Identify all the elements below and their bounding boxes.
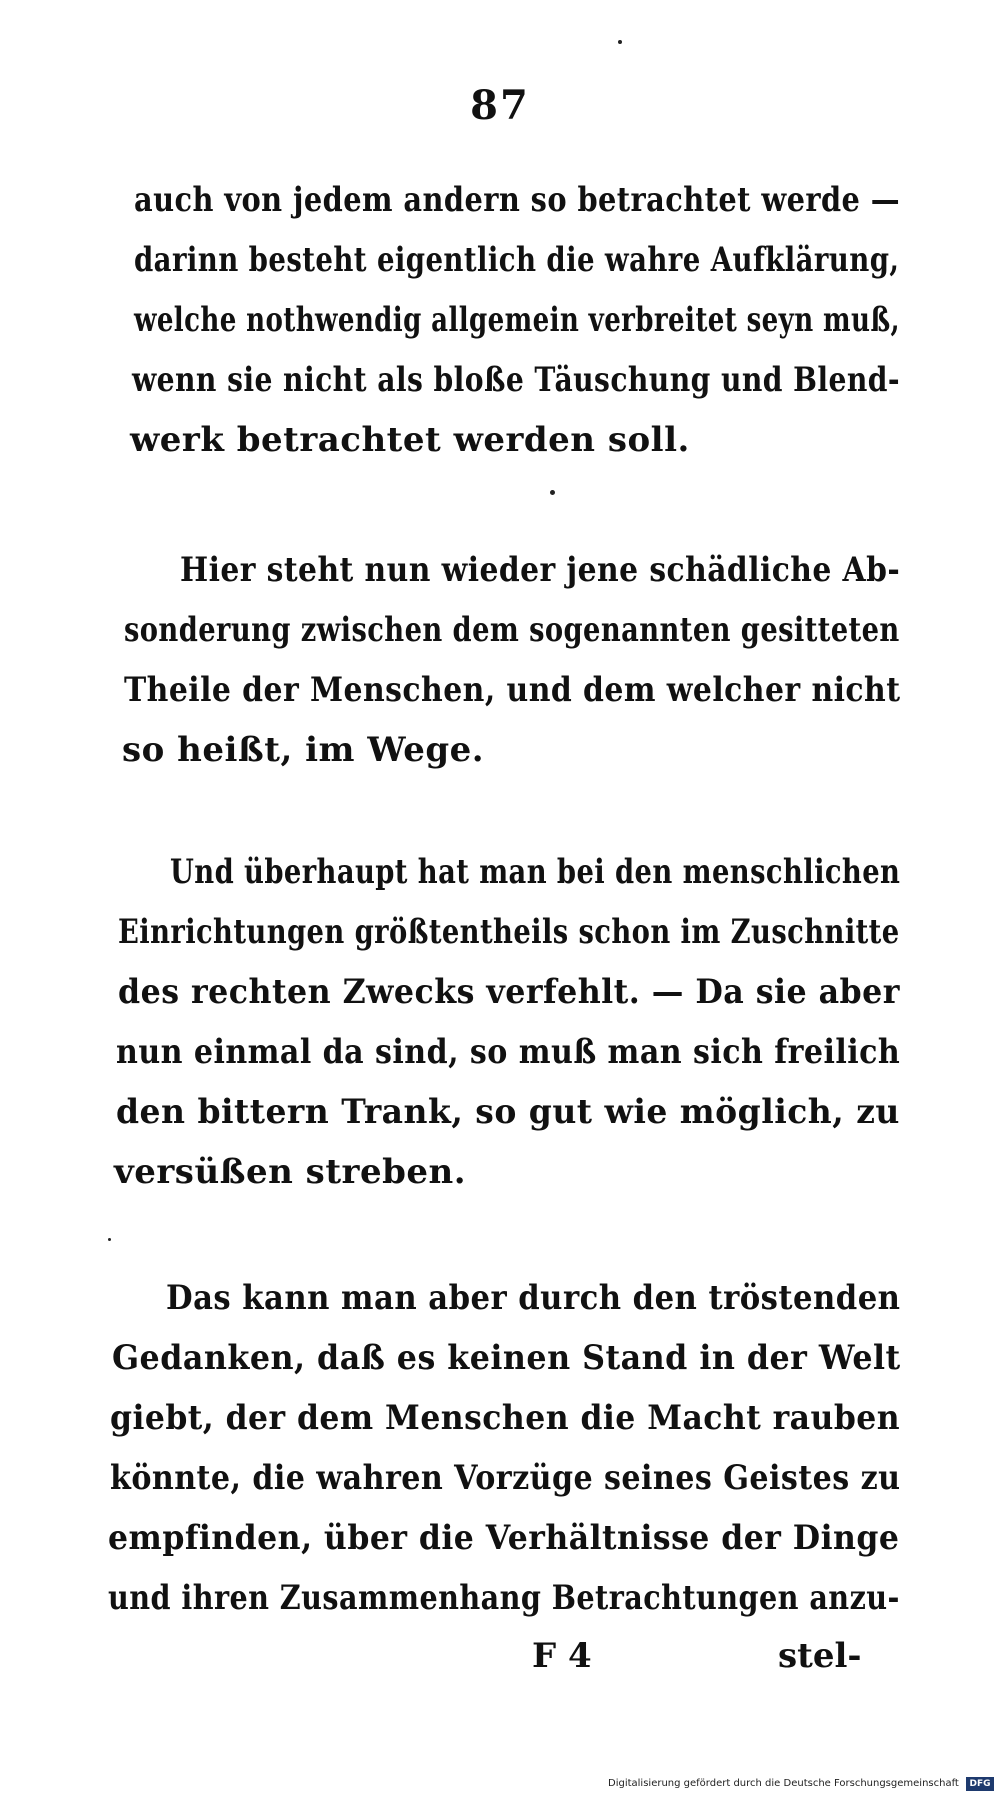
text-line: Einrichtungen größtentheils schon im Zuschnitte (118, 912, 900, 952)
text-line: den bittern Trank, so gut wie möglich, zu (116, 1092, 900, 1132)
text-line: Hier steht nun wieder jene schädliche Ab- (180, 550, 901, 590)
dfg-logo: DFG (966, 1777, 994, 1791)
text-line: giebt, der dem Menschen die Macht rauben (110, 1398, 901, 1438)
text-line: so heißt, im Wege. (122, 730, 485, 770)
text-line: welche nothwendig allgemein verbreitet seyn muß, (134, 300, 900, 340)
text-line: empfinden, über die Verhältnisse der Dinge (108, 1518, 900, 1558)
text-line: Das kann man aber durch den tröstenden (166, 1278, 901, 1318)
text-line: könnte, die wahren Vorzüge seines Geistes zu (110, 1458, 901, 1498)
text-line: werk betrachtet werden soll. (130, 420, 690, 460)
text-line: und ihren Zusammenhang Betrachtungen anzu- (108, 1578, 900, 1618)
print-speck (550, 490, 555, 495)
text-line: auch von jedem andern so betrachtet werde — (134, 180, 901, 220)
text-line: versüßen streben. (114, 1152, 467, 1192)
print-speck (108, 1238, 111, 1241)
text-line: nun einmal da sind, so muß man sich freilich (116, 1032, 901, 1072)
text-line: des rechten Zwecks verfehlt. — Da sie aber (118, 972, 900, 1012)
text-line: darinn besteht eigentlich die wahre Aufklärung, (134, 240, 900, 280)
print-speck (618, 40, 622, 44)
text-line: Gedanken, daß es keinen Stand in der Welt (112, 1338, 901, 1378)
catchword: stel- (778, 1636, 862, 1676)
digitization-credit: Digitalisierung gefördert durch die Deutsche Forschungsgemeinschaft (608, 1778, 959, 1789)
page-number: 87 (470, 82, 530, 129)
text-line: Theile der Menschen, und dem welcher nicht (124, 670, 901, 710)
text-line: sonderung zwischen dem sogenannten gesitteten (124, 610, 900, 650)
text-line: wenn sie nicht als bloße Täuschung und Blend- (132, 360, 900, 400)
signature-mark: F 4 (532, 1636, 592, 1676)
text-line: Und überhaupt hat man bei den menschlichen (170, 852, 901, 892)
